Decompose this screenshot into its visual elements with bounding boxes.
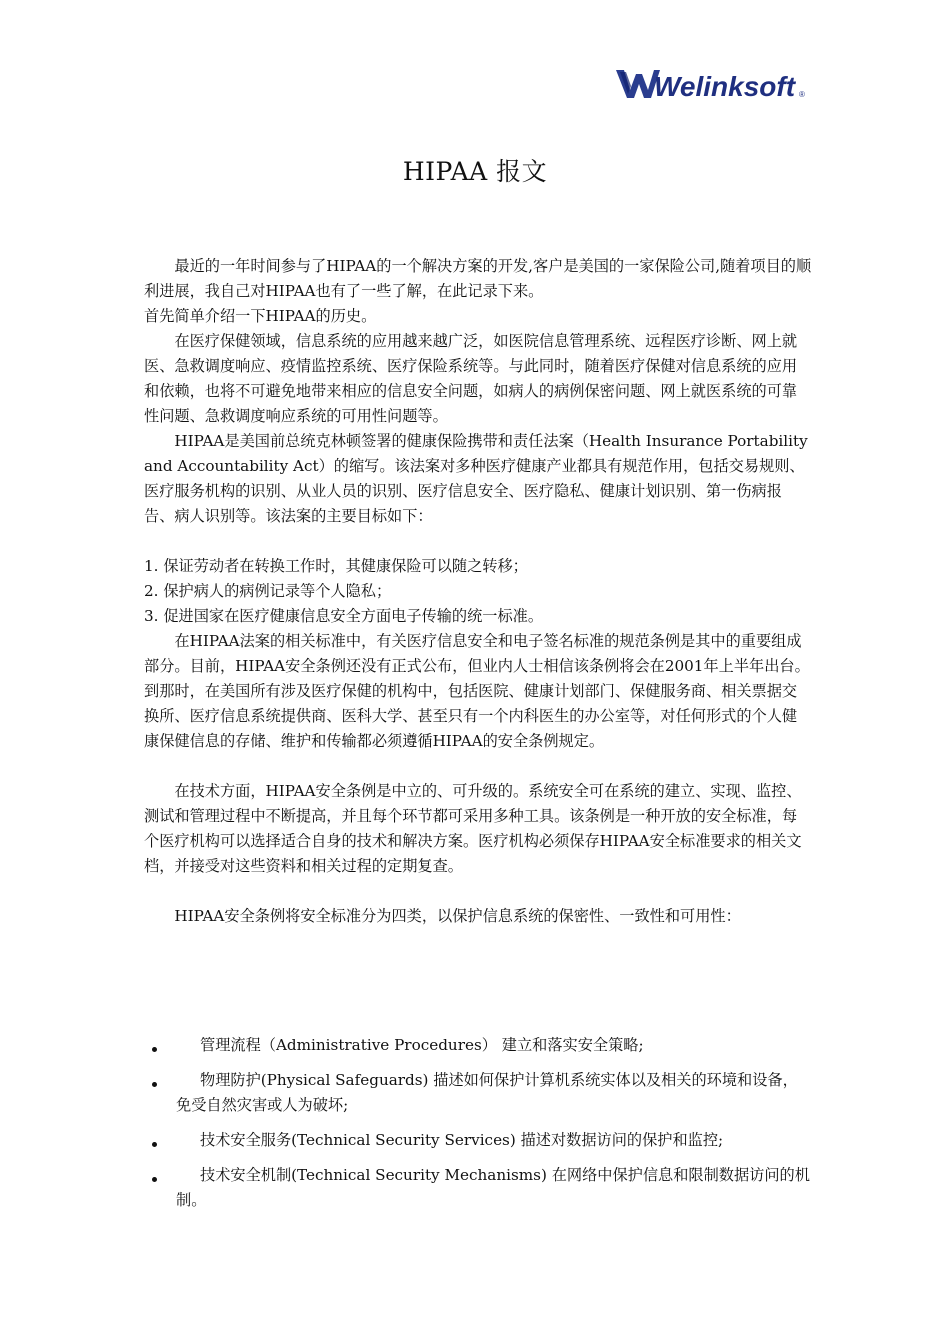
hipaa-definition-paragraph: HIPAA是美国前总统克林顿签署的健康保险携带和责任法案（Health Insurance Portability and Accountability Act）的缩写。该法案对多种医疗健康产业都具有规范作用，包括交易规则、医疗服务机构的识别、从业人员的识别、医疗信息安全、医疗隐私、健康计划识别、第一伤病报告、病人识别等。该法案的主要目标如下： xyxy=(144,432,808,525)
healthcare-it-paragraph: 在医疗保健领域，信息系统的应用越来越广泛，如医院信息管理系统、远程医疗诊断、网上就医、急救调度响应、疫情监控系统、医疗保险系统等。与此同时，随着医疗保健对信息系统的应用和依赖，也将不可避免地带来相应的信息安全问题，如病人的病例保密问题、网上就医系统的可靠性问题、急救调度响应系统的可用性问题等。 xyxy=(144,332,798,425)
list-item: 物理防护(Physical Safeguards) 描述如何保护计算机系统实体以及相关的环境和设备， 免受自然灾害或人为破坏; xyxy=(144,1068,812,1118)
goal-item: 3. 促进国家在医疗健康信息安全方面电子传输的统一标准。 xyxy=(144,607,544,625)
list-item: 技术安全服务(Technical Security Services) 描述对数据访问的保护和监控; xyxy=(144,1128,812,1153)
security-categories-list xyxy=(144,1033,812,1223)
bullet-icon xyxy=(152,1142,157,1147)
goal-item: 2. 保护病人的病例记录等个人隐私； xyxy=(144,582,392,600)
company-logo xyxy=(614,64,810,104)
logo-wordmark: Welinksoft xyxy=(654,71,796,102)
list-item: 管理流程（Administrative Procedures） 建立和落实安全策略; xyxy=(144,1033,812,1058)
history-intro-line: 首先简单介绍一下HIPAA的历史。 xyxy=(144,307,377,325)
list-item: 技术安全机制(Technical Security Mechanisms) 在网络中保护信息和限制数据访问的机制。 xyxy=(144,1163,812,1213)
svg-text:®: ® xyxy=(799,90,805,99)
technical-neutrality-paragraph: 在技术方面，HIPAA安全条例是中立的、可升级的。系统安全可在系统的建立、实现、监控、测试和管理过程中不断提高，并且每个环节都可采用多种工具。该条例是一种开放的安全标准，每个医疗机构可以选择适合自身的技术和解决方案。医疗机构必须保存HIPAA安全标准要求的相关文档，并接受对这些资料和相关过程的定期复查。 xyxy=(144,782,802,875)
bullet-icon xyxy=(152,1177,157,1182)
security-standards-paragraph: 在HIPAA法案的相关标准中，有关医疗信息安全和电子签名标准的规范条例是其中的重要组成部分。目前，HIPAA安全条例还没有正式公布，但业内人士相信该条例将会在2001年上半年出台。到那时，在美国所有涉及医疗保健的机构中，包括医院、健康计划部门、保健服务商、相关票据交换所、医疗信息系统提供商、医科大学、甚至只有一个内科医生的办公室等，对任何形式的个人健康保健信息的存储、维护和传输都必须遵循HIPAA的安全条例规定。 xyxy=(144,632,810,750)
company-logo-image xyxy=(614,64,810,104)
goal-item: 1. 保证劳动者在转换工作时，其健康保险可以随之转移； xyxy=(144,557,528,575)
document-body xyxy=(144,254,812,929)
document-title: HIPAA 报文 xyxy=(402,157,548,186)
bullet-icon xyxy=(152,1082,157,1087)
intro-paragraph: 最近的一年时间参与了HIPAA的一个解决方案的开发,客户是美国的一家保险公司,随着项目的顺利进展，我自己对HIPAA也有了一些了解，在此记录下来。 xyxy=(144,257,812,300)
bullet-icon xyxy=(152,1047,157,1052)
goals-list xyxy=(144,554,812,629)
four-categories-paragraph: HIPAA安全条例将安全标准分为四类，以保护信息系统的保密性、一致性和可用性： xyxy=(174,907,741,925)
